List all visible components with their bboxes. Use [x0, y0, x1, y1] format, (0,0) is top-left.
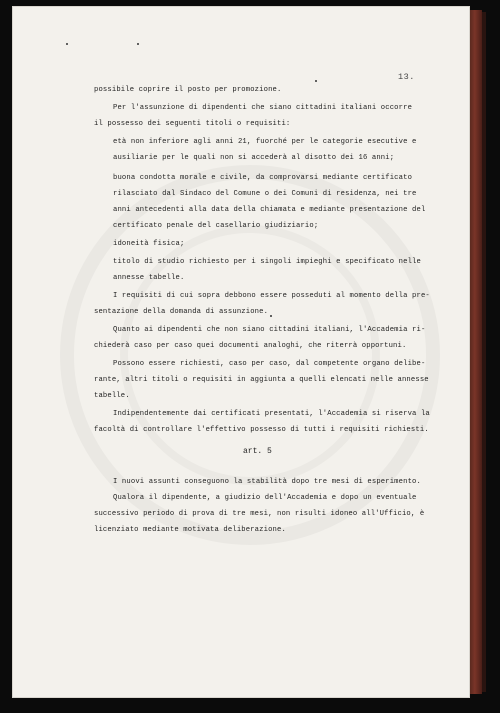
text-line: facoltà di controllare l'effettivo possesso di tutti i requisiti richiesti. [94, 426, 429, 434]
punch-mark [137, 43, 139, 45]
text-line: certificato penale del casellario giudiziario; [113, 222, 319, 230]
text-line: sentazione della domanda di assunzione. [94, 308, 269, 316]
text-line: idoneità fisica; [113, 240, 185, 248]
punch-mark [66, 43, 68, 45]
text-line: rante, altri titoli o requisiti in aggiunta a quelli elencati nelle annesse [94, 376, 429, 384]
text-line: anni antecedenti alla data della chiamata e mediante presentazione del [113, 206, 426, 214]
text-line: possibile coprire il posto per promozione. [94, 86, 282, 94]
punch-mark [315, 80, 317, 82]
text-line: buona condotta morale e civile, da comprovarsi mediante certificato [113, 174, 413, 182]
punch-mark [270, 315, 272, 317]
text-line: età non inferiore agli anni 21, fuorché per le categorie esecutive e [113, 138, 417, 146]
article-heading: art. 5 [243, 447, 272, 456]
text-line: rilasciato dal Sindaco del Comune o dei Comuni di residenza, nei tre [113, 190, 417, 198]
text-line: annesse tabelle. [113, 274, 185, 282]
page-number: 13. [398, 72, 415, 82]
text-line: tabelle. [94, 392, 130, 400]
text-line: I requisiti di cui sopra debbono essere posseduti al momento della pre- [113, 292, 430, 300]
binding-shadow [482, 12, 486, 692]
text-line: I nuovi assunti conseguono la stabilità dopo tre mesi di esperimento. [113, 478, 421, 486]
text-line: chiederà caso per caso quei documenti analoghi, che riterrà opportuni. [94, 342, 407, 350]
text-line: il possesso dei seguenti titoli o requisiti: [94, 120, 291, 128]
text-line: successivo periodo di prova di tre mesi, non risulti idoneo all'Ufficio, è [94, 510, 425, 518]
text-line: Qualora il dipendente, a giudizio dell'Accademia e dopo un eventuale [113, 494, 417, 502]
text-line: Quanto ai dipendenti che non siano cittadini italiani, l'Accademia ri- [113, 326, 426, 334]
red-binding-edge [470, 10, 482, 694]
text-line: Possono essere richiesti, caso per caso, dal competente organo delibe- [113, 360, 426, 368]
text-line: licenziato mediante motivata deliberazione. [94, 526, 286, 534]
text-line: ausiliarie per le quali non si accederà al disotto dei 16 anni; [113, 154, 395, 162]
text-line: Per l'assunzione di dipendenti che siano cittadini italiani occorre [113, 104, 413, 112]
text-line: Indipendentemente dai certificati presentati, l'Accademia si riserva la [113, 410, 430, 418]
text-line: titolo di studio richiesto per i singoli impieghi e specificato nelle [113, 258, 421, 266]
